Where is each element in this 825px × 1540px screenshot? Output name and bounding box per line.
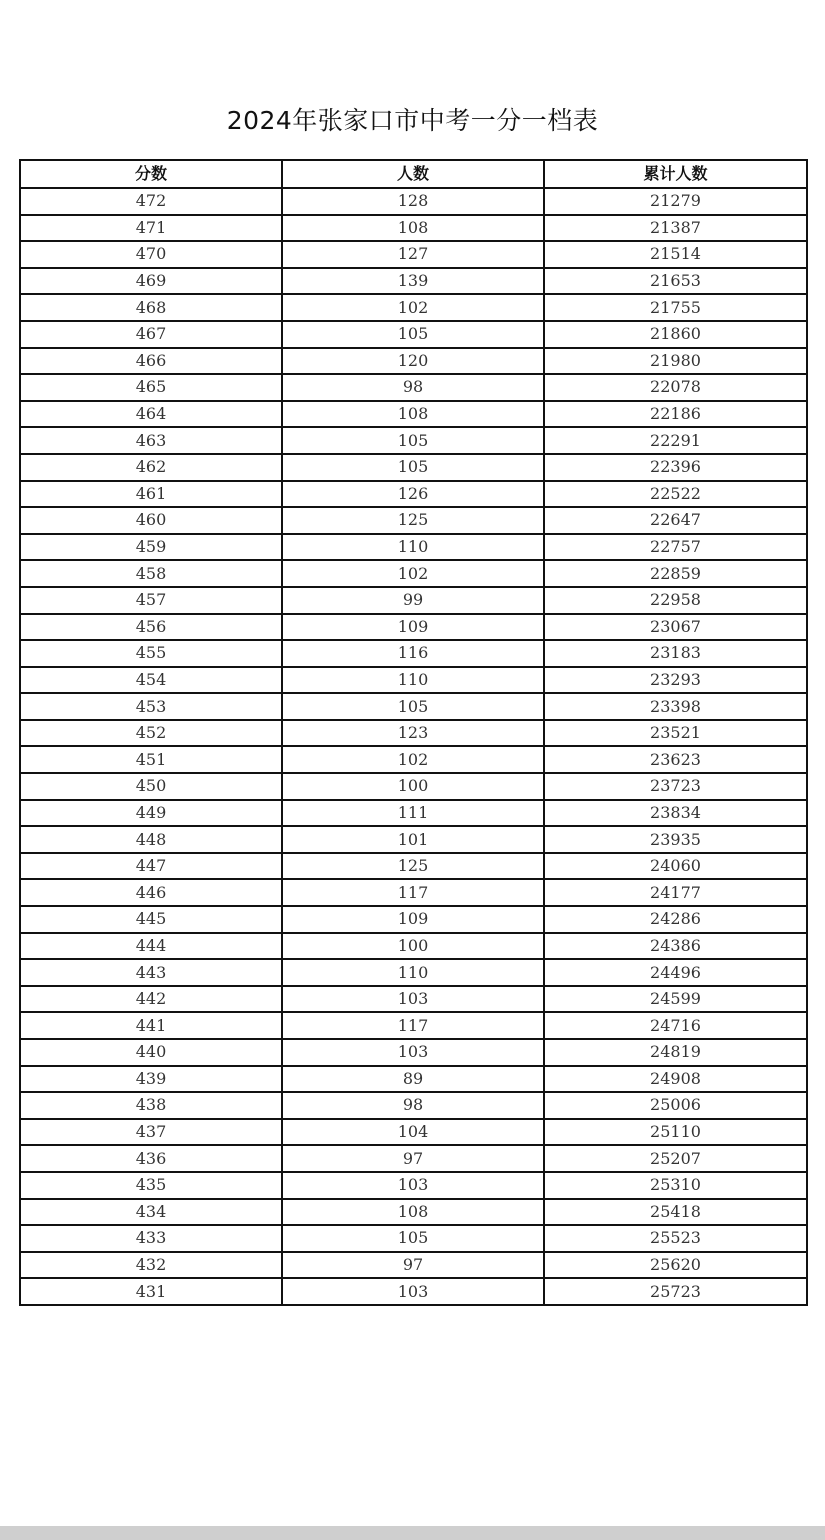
cell-score: 445	[20, 906, 282, 933]
cell-score: 467	[20, 321, 282, 348]
cell-count: 120	[282, 348, 544, 375]
table-row	[20, 507, 807, 534]
cell-score: 468	[20, 294, 282, 321]
cell-score: 438	[20, 1092, 282, 1119]
table-row	[20, 1119, 807, 1146]
table-row	[20, 188, 807, 215]
table-row	[20, 933, 807, 960]
cell-cumulative: 23521	[544, 720, 807, 747]
cell-score: 431	[20, 1278, 282, 1305]
cell-count: 125	[282, 507, 544, 534]
cell-count: 103	[282, 1039, 544, 1066]
cell-cumulative: 22958	[544, 587, 807, 614]
cell-count: 103	[282, 986, 544, 1013]
cell-count: 108	[282, 401, 544, 428]
cell-cumulative: 24908	[544, 1066, 807, 1093]
cell-count: 105	[282, 454, 544, 481]
cell-score: 463	[20, 427, 282, 454]
cell-score: 472	[20, 188, 282, 215]
cell-score: 432	[20, 1252, 282, 1279]
cell-count: 101	[282, 826, 544, 853]
table-row	[20, 667, 807, 694]
header-score: 分数	[20, 160, 282, 188]
cell-score: 452	[20, 720, 282, 747]
cell-count: 110	[282, 667, 544, 694]
cell-score: 435	[20, 1172, 282, 1199]
table-row	[20, 1145, 807, 1172]
cell-cumulative: 21514	[544, 241, 807, 268]
cell-count: 123	[282, 720, 544, 747]
cell-score: 458	[20, 560, 282, 587]
cell-count: 117	[282, 879, 544, 906]
cell-count: 108	[282, 1199, 544, 1226]
cell-count: 108	[282, 215, 544, 242]
table-row	[20, 481, 807, 508]
cell-count: 111	[282, 800, 544, 827]
table-row	[20, 1172, 807, 1199]
cell-cumulative: 24599	[544, 986, 807, 1013]
cell-cumulative: 22396	[544, 454, 807, 481]
table-row	[20, 401, 807, 428]
table-row	[20, 1039, 807, 1066]
cell-cumulative: 21980	[544, 348, 807, 375]
table-row	[20, 640, 807, 667]
cell-cumulative: 24819	[544, 1039, 807, 1066]
cell-score: 459	[20, 534, 282, 561]
table-row	[20, 534, 807, 561]
cell-cumulative: 21653	[544, 268, 807, 295]
cell-cumulative: 25006	[544, 1092, 807, 1119]
cell-cumulative: 22078	[544, 374, 807, 401]
table-row	[20, 348, 807, 375]
cell-score: 441	[20, 1012, 282, 1039]
table-row	[20, 986, 807, 1013]
table-row	[20, 1092, 807, 1119]
cell-count: 97	[282, 1252, 544, 1279]
table-row	[20, 879, 807, 906]
cell-cumulative: 25523	[544, 1225, 807, 1252]
cell-cumulative: 23834	[544, 800, 807, 827]
cell-score: 469	[20, 268, 282, 295]
table-row	[20, 800, 807, 827]
cell-score: 449	[20, 800, 282, 827]
cell-count: 105	[282, 321, 544, 348]
cell-count: 116	[282, 640, 544, 667]
cell-count: 105	[282, 427, 544, 454]
table-row	[20, 693, 807, 720]
cell-score: 451	[20, 746, 282, 773]
cell-count: 100	[282, 773, 544, 800]
cell-score: 465	[20, 374, 282, 401]
page-title: 2024年张家口市中考一分一档表	[226, 106, 599, 135]
cell-count: 109	[282, 906, 544, 933]
cell-cumulative: 23398	[544, 693, 807, 720]
header-cumulative: 累计人数	[544, 160, 807, 188]
cell-count: 109	[282, 614, 544, 641]
table-row	[20, 959, 807, 986]
cell-count: 98	[282, 374, 544, 401]
cell-score: 471	[20, 215, 282, 242]
cell-cumulative: 25310	[544, 1172, 807, 1199]
table-row	[20, 720, 807, 747]
cell-score: 437	[20, 1119, 282, 1146]
cell-score: 448	[20, 826, 282, 853]
cell-score: 443	[20, 959, 282, 986]
cell-cumulative: 23183	[544, 640, 807, 667]
cell-score: 464	[20, 401, 282, 428]
cell-count: 127	[282, 241, 544, 268]
cell-score: 433	[20, 1225, 282, 1252]
table-row	[20, 374, 807, 401]
cell-cumulative: 22522	[544, 481, 807, 508]
cell-cumulative: 23623	[544, 746, 807, 773]
cell-cumulative: 24286	[544, 906, 807, 933]
cell-score: 455	[20, 640, 282, 667]
cell-cumulative: 23067	[544, 614, 807, 641]
cell-cumulative: 21755	[544, 294, 807, 321]
cell-cumulative: 24177	[544, 879, 807, 906]
cell-count: 128	[282, 188, 544, 215]
bottom-scroll-bar	[0, 1526, 825, 1540]
cell-cumulative: 24496	[544, 959, 807, 986]
cell-score: 446	[20, 879, 282, 906]
cell-score: 454	[20, 667, 282, 694]
cell-score: 457	[20, 587, 282, 614]
cell-cumulative: 25723	[544, 1278, 807, 1305]
cell-score: 450	[20, 773, 282, 800]
cell-cumulative: 25418	[544, 1199, 807, 1226]
cell-score: 442	[20, 986, 282, 1013]
cell-count: 103	[282, 1172, 544, 1199]
cell-score: 462	[20, 454, 282, 481]
table-row	[20, 1066, 807, 1093]
cell-count: 125	[282, 853, 544, 880]
cell-count: 117	[282, 1012, 544, 1039]
cell-count: 102	[282, 294, 544, 321]
cell-count: 126	[282, 481, 544, 508]
table-row	[20, 241, 807, 268]
cell-score: 461	[20, 481, 282, 508]
cell-score: 460	[20, 507, 282, 534]
cell-cumulative: 23723	[544, 773, 807, 800]
cell-cumulative: 22647	[544, 507, 807, 534]
cell-score: 444	[20, 933, 282, 960]
cell-score: 456	[20, 614, 282, 641]
cell-count: 89	[282, 1066, 544, 1093]
cell-cumulative: 23293	[544, 667, 807, 694]
cell-count: 99	[282, 587, 544, 614]
table-row	[20, 587, 807, 614]
table-row	[20, 1252, 807, 1279]
cell-count: 100	[282, 933, 544, 960]
table-row	[20, 906, 807, 933]
table-row	[20, 454, 807, 481]
cell-count: 139	[282, 268, 544, 295]
cell-score: 466	[20, 348, 282, 375]
cell-score: 470	[20, 241, 282, 268]
cell-count: 110	[282, 959, 544, 986]
table-row	[20, 853, 807, 880]
cell-cumulative: 21279	[544, 188, 807, 215]
table-row	[20, 268, 807, 295]
cell-count: 103	[282, 1278, 544, 1305]
cell-score: 434	[20, 1199, 282, 1226]
header-count: 人数	[282, 160, 544, 188]
cell-count: 104	[282, 1119, 544, 1146]
cell-cumulative: 24386	[544, 933, 807, 960]
table-row	[20, 321, 807, 348]
table-row	[20, 294, 807, 321]
cell-cumulative: 23935	[544, 826, 807, 853]
cell-cumulative: 25110	[544, 1119, 807, 1146]
table-row	[20, 773, 807, 800]
cell-cumulative: 22291	[544, 427, 807, 454]
table-row	[20, 614, 807, 641]
score-distribution-table	[19, 159, 808, 1306]
cell-count: 102	[282, 560, 544, 587]
table-row	[20, 427, 807, 454]
table-header-row	[20, 160, 807, 188]
table-row	[20, 1012, 807, 1039]
cell-cumulative: 21860	[544, 321, 807, 348]
cell-count: 98	[282, 1092, 544, 1119]
cell-cumulative: 22859	[544, 560, 807, 587]
cell-cumulative: 22186	[544, 401, 807, 428]
cell-count: 105	[282, 693, 544, 720]
cell-cumulative: 24060	[544, 853, 807, 880]
table-row	[20, 1225, 807, 1252]
table-row	[20, 215, 807, 242]
cell-cumulative: 25207	[544, 1145, 807, 1172]
cell-score: 440	[20, 1039, 282, 1066]
cell-count: 102	[282, 746, 544, 773]
cell-score: 447	[20, 853, 282, 880]
cell-count: 110	[282, 534, 544, 561]
table-row	[20, 826, 807, 853]
cell-count: 97	[282, 1145, 544, 1172]
table-row	[20, 1199, 807, 1226]
cell-cumulative: 25620	[544, 1252, 807, 1279]
table-row	[20, 746, 807, 773]
cell-cumulative: 24716	[544, 1012, 807, 1039]
cell-count: 105	[282, 1225, 544, 1252]
cell-score: 453	[20, 693, 282, 720]
cell-score: 436	[20, 1145, 282, 1172]
table-row	[20, 560, 807, 587]
table-row	[20, 1278, 807, 1305]
cell-cumulative: 21387	[544, 215, 807, 242]
cell-cumulative: 22757	[544, 534, 807, 561]
table-body	[20, 188, 807, 1305]
cell-score: 439	[20, 1066, 282, 1093]
